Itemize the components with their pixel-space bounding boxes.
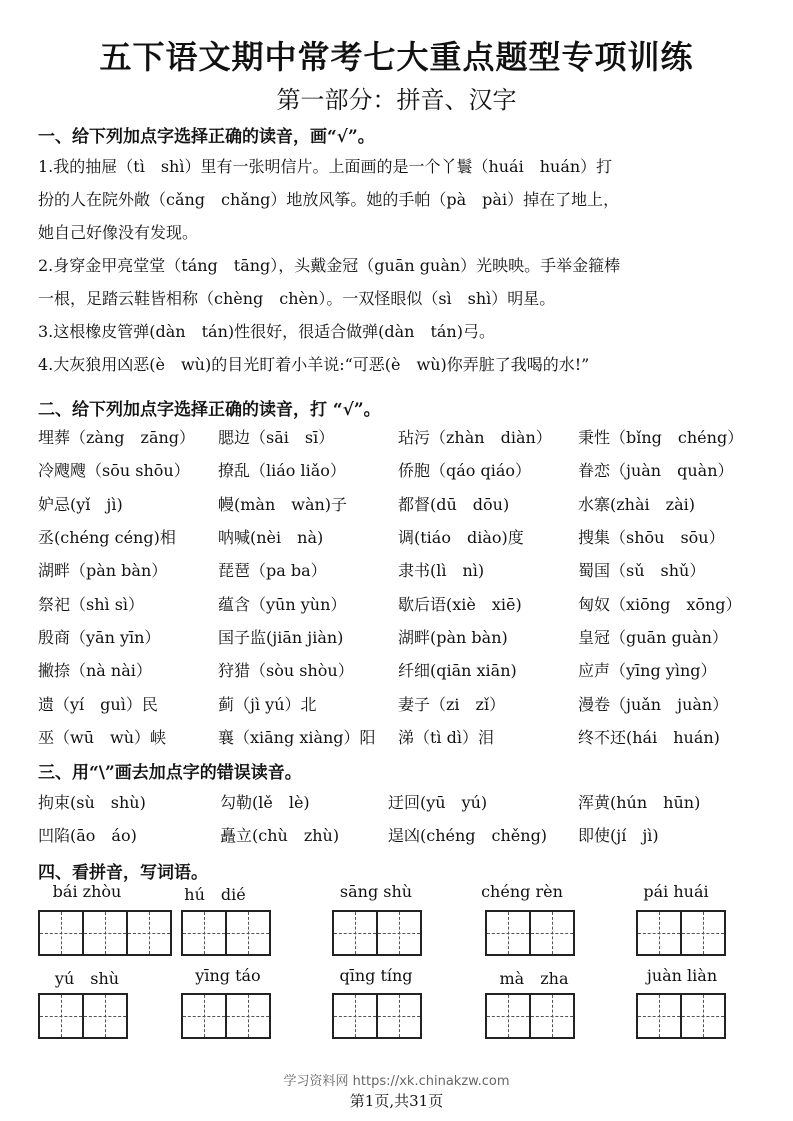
section3-row bbox=[38, 818, 756, 851]
writing-box[interactable] bbox=[181, 910, 271, 956]
word-item: 遗（yí guì）民 bbox=[38, 694, 158, 714]
section2-row bbox=[38, 487, 756, 520]
word-item: 歇后语(xiè xiē) bbox=[398, 594, 522, 614]
word-item: 撇捺（nà nài） bbox=[38, 661, 152, 681]
section1-heading: 一、给下列加点字选择正确的读音，画“√”。 bbox=[38, 127, 375, 147]
section2-row bbox=[38, 686, 756, 719]
word-item: 撩乱（liáo liǎo） bbox=[218, 461, 346, 481]
section2-row bbox=[38, 453, 756, 486]
section2-row bbox=[38, 620, 756, 653]
word-item: 湖畔（pàn bàn） bbox=[38, 561, 168, 581]
word-item: 殷商（yān yīn） bbox=[38, 627, 161, 647]
section2-heading: 二、给下列加点字选择正确的读音，打 “√”。 bbox=[38, 400, 381, 420]
word-item: 琵琶（pa ba） bbox=[218, 561, 327, 581]
word-item: 都督(dū dōu) bbox=[398, 494, 510, 514]
word-item: 襄（xiāng xiàng）阳 bbox=[218, 727, 376, 747]
writing-box[interactable] bbox=[332, 993, 422, 1039]
word-item: 妒忌(yǐ jì) bbox=[38, 494, 123, 514]
pinyin-label: chéng rèn bbox=[481, 882, 563, 901]
word-item: 国子监(jiān jiàn) bbox=[218, 627, 344, 647]
word-item: 矗立(chù zhù) bbox=[220, 826, 340, 846]
writing-box[interactable] bbox=[485, 993, 575, 1039]
word-item: 即使(jí jì) bbox=[578, 826, 659, 846]
section2-row bbox=[38, 420, 756, 453]
word-item: 漫卷（juǎn juàn） bbox=[578, 694, 729, 714]
word-item: 呐喊(nèi nà) bbox=[218, 528, 324, 548]
section1-line: 一根，足踏云鞋皆相称（chèng chèn）。一双怪眼似（sì shì）明星。 bbox=[38, 289, 556, 308]
word-item: 巫（wū wù）峡 bbox=[38, 727, 167, 747]
word-item: 凹陷(āo áo) bbox=[38, 826, 137, 846]
word-item: 搜集（shōu sōu） bbox=[578, 528, 725, 548]
word-item: 狩猎（sòu shòu） bbox=[218, 661, 354, 681]
word-item: 匈奴（xiōng xōng） bbox=[578, 594, 742, 614]
word-item: 水寨(zhài zài) bbox=[578, 494, 695, 514]
section4-heading: 四、看拼音，写词语。 bbox=[38, 863, 208, 883]
section3-heading: 三、用“\”画去加点字的错误读音。 bbox=[38, 763, 302, 783]
word-item: 纤细(qiān xiān) bbox=[398, 661, 517, 681]
word-item: 秉性（bǐng chéng） bbox=[578, 428, 744, 448]
word-item: 皇冠（guān guàn） bbox=[578, 627, 728, 647]
section2-row bbox=[38, 553, 756, 586]
word-item: 丞(chéng céng)相 bbox=[38, 528, 176, 548]
word-item: 勾勒(lě lè) bbox=[220, 793, 310, 813]
word-item: 眷恋（juàn quàn） bbox=[578, 461, 734, 481]
watermark-text: 学习资料网 https://xk.chinakzw.com bbox=[283, 1074, 510, 1089]
word-item: 蕴含（yūn yùn） bbox=[218, 594, 347, 614]
word-item: 逞凶(chéng chěng) bbox=[388, 826, 548, 846]
pinyin-label: mà zha bbox=[499, 969, 569, 988]
word-item: 腮边（sāi sī） bbox=[218, 428, 335, 448]
section2-row bbox=[38, 720, 756, 753]
section2-grid bbox=[38, 420, 756, 753]
word-item: 蜀国（sǔ shǔ） bbox=[578, 561, 706, 581]
word-item: 蓟（jì yú）北 bbox=[218, 694, 317, 714]
word-item: 迂回(yū yú) bbox=[388, 793, 488, 813]
word-item: 浑黄(hún hūn) bbox=[578, 793, 701, 813]
writing-box[interactable] bbox=[181, 993, 271, 1039]
section3-grid bbox=[38, 785, 756, 852]
writing-box[interactable] bbox=[332, 910, 422, 956]
word-item: 祭祀（shì sì） bbox=[38, 594, 145, 614]
writing-box[interactable] bbox=[636, 910, 726, 956]
section2-row bbox=[38, 586, 756, 619]
word-item: 幔(màn wàn)子 bbox=[218, 494, 348, 514]
pinyin-label: qīng tíng bbox=[339, 966, 413, 985]
section1-line: 她自己好像没有发现。 bbox=[38, 223, 199, 242]
section3-row bbox=[38, 785, 756, 818]
word-item: 拘束(sù shù) bbox=[38, 793, 146, 813]
pinyin-label: yú shù bbox=[54, 969, 120, 988]
section1-line: 扮的人在院外敞（cǎng chǎng）地放风筝。她的手帕（pà pài）掉在了地上， bbox=[38, 190, 620, 209]
section2-row bbox=[38, 520, 756, 553]
section1-line: 2.身穿金甲亮堂堂（táng tāng），头戴金冠（guān guàn）光映映。手举金箍棒 bbox=[38, 256, 621, 275]
pinyin-label: yīng táo bbox=[195, 966, 261, 985]
writing-box[interactable] bbox=[636, 993, 726, 1039]
writing-box[interactable] bbox=[38, 910, 172, 956]
section2-row bbox=[38, 653, 756, 686]
section1-line: 3.这根橡皮管弹(dàn tán)性很好，很适合做弹(dàn tán)弓。 bbox=[38, 322, 495, 341]
word-item: 冷飕飕（sōu shōu） bbox=[38, 461, 190, 481]
word-item: 妻子（zi zǐ） bbox=[398, 694, 506, 714]
word-item: 应声（yīng yìng） bbox=[578, 661, 717, 681]
section1-line: 4.大灰狼用凶恶(è wù)的目光盯着小羊说:“可恶(è wù)你弄脏了我喝的水!” bbox=[38, 355, 590, 374]
word-item: 终不还(hái huán) bbox=[578, 727, 720, 747]
writing-box[interactable] bbox=[38, 993, 128, 1039]
pinyin-label: sāng shù bbox=[339, 882, 413, 901]
word-item: 埋葬（zàng zāng） bbox=[38, 428, 196, 448]
word-item: 隶书(lì nì) bbox=[398, 561, 485, 581]
pinyin-label: bái zhòu bbox=[52, 882, 122, 901]
section1-body bbox=[38, 150, 756, 381]
pinyin-label: hú dié bbox=[184, 885, 246, 904]
pinyin-label: juàn liàn bbox=[646, 966, 718, 985]
word-item: 湖畔(pàn bàn) bbox=[398, 627, 508, 647]
page-title: 五下语文期中常考七大重点题型专项训练 bbox=[99, 38, 694, 76]
writing-box[interactable] bbox=[485, 910, 575, 956]
pinyin-label: pái huái bbox=[643, 882, 709, 901]
section1-line: 1.我的抽屉（tì shì）里有一张明信片。上面画的是一个丫鬟（huái huán）打 bbox=[38, 157, 613, 176]
page-subtitle: 第一部分：拼音、汉字 bbox=[276, 86, 517, 114]
word-item: 侨胞（qáo qiáo） bbox=[398, 461, 532, 481]
word-item: 涕（tì dì）泪 bbox=[398, 727, 494, 747]
word-item: 玷污（zhàn diàn） bbox=[398, 428, 552, 448]
word-item: 调(tiáo diào)度 bbox=[398, 528, 524, 548]
page-number: 第1页,共31页 bbox=[349, 1092, 444, 1110]
